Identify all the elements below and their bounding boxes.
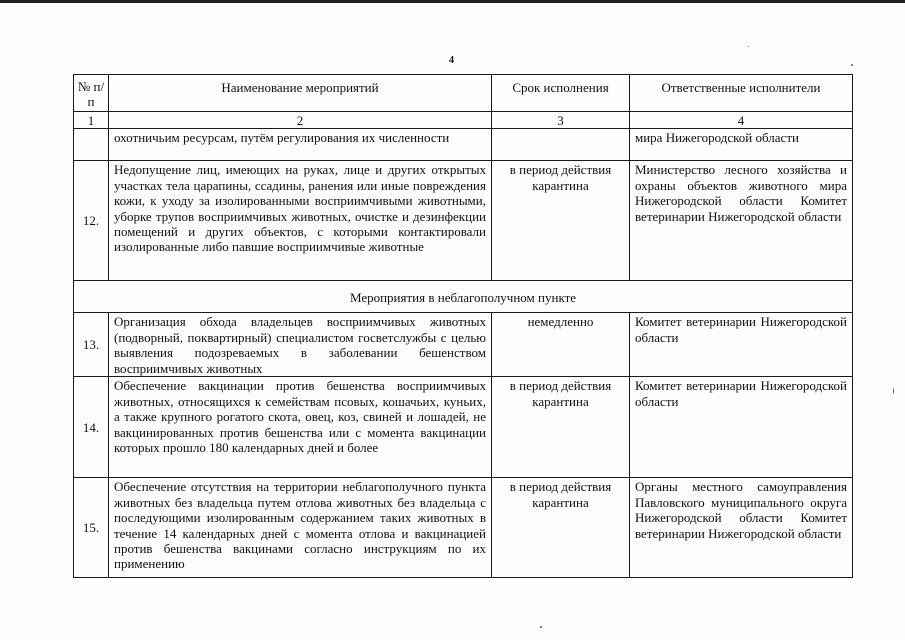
measures-table bbox=[73, 74, 853, 578]
header-name: Наименование мероприятий bbox=[109, 75, 492, 112]
measure-term: в период действия карантина bbox=[492, 161, 630, 281]
header-term: Срок исполнения bbox=[492, 75, 630, 112]
section-title: Мероприятия в неблагополучном пункте bbox=[74, 281, 853, 313]
row-number bbox=[74, 129, 109, 161]
measure-term: немедленно bbox=[492, 313, 630, 377]
measure-name: охотничьим ресурсам, путём регулирования их численности bbox=[109, 129, 492, 161]
column-index-row bbox=[74, 112, 853, 129]
measure-name: Обеспечение вакцинации против бешенства восприимчивых животных, относящихся к семействам псовых, кошачьих, куньих, а также крупного рогатого скота, овец, коз, свиней и лошадей, не вакцинированных против бешенства или с момента вакцинации которых прошло 180 календарных дней и более bbox=[109, 377, 492, 478]
column-index: 1 bbox=[74, 112, 109, 129]
header-executors: Ответственные исполнители bbox=[630, 75, 853, 112]
table-row-15 bbox=[74, 478, 853, 578]
measure-name: Недопущение лиц, имеющих на руках, лице и других открытых участках тела царапины, ссадины, ранения или иные повреждения кожи, к уходу за изолированными восприимчивыми животными, уборке трупов восприимчивых животных, очистке и дезинфекции помещений и других объектов, с которыми контактировали изолированные либо павшие восприимчивые животные bbox=[109, 161, 492, 281]
row-number: 14. bbox=[74, 377, 109, 478]
row-number: 15. bbox=[74, 478, 109, 578]
section-header-row bbox=[74, 281, 853, 313]
measure-executors: Комитет ветеринарии Нижегородской области bbox=[630, 313, 853, 377]
measure-executors: Комитет ветеринарии Нижегородской области bbox=[630, 377, 853, 478]
page-number: 4 bbox=[449, 55, 454, 66]
measure-name: Организация обхода владельцев восприимчивых животных (подворный, поквартирный) специалистом госветслужбы с целью выявления подозреваемых в заболевании бешенством восприимчивых животных bbox=[109, 313, 492, 377]
table-row-12 bbox=[74, 161, 853, 281]
scan-speck bbox=[748, 46, 749, 47]
header-num: № п/п bbox=[74, 75, 109, 112]
measure-executors: мира Нижегородской области bbox=[630, 129, 853, 161]
row-number: 12. bbox=[74, 161, 109, 281]
table-row-13 bbox=[74, 313, 853, 377]
column-index: 3 bbox=[492, 112, 630, 129]
scan-top-edge bbox=[0, 0, 905, 3]
row-number: 13. bbox=[74, 313, 109, 377]
scan-speck bbox=[893, 388, 894, 394]
column-index: 4 bbox=[630, 112, 853, 129]
header-row bbox=[74, 75, 853, 112]
table-row-continued bbox=[74, 129, 853, 161]
measure-term: в период действия карантина bbox=[492, 478, 630, 578]
measure-executors: Органы местного самоуправления Павловского муниципального округа Нижегородской области Комитет ветеринарии Нижегородской области bbox=[630, 478, 853, 578]
measure-name: Обеспечение отсутствия на территории неблагополучного пункта животных без владельца путем отлова животных без владельца с последующими изолированным содержанием таких животных в течение 14 календарных дней с момента отлова и вакцинацией против бешенства вакцинами согласно инструкциям по их применению bbox=[109, 478, 492, 578]
measure-executors: Министерство лесного хозяйства и охраны объектов животного мира Нижегородской области Комитет ветеринарии Нижегородской области bbox=[630, 161, 853, 281]
column-index: 2 bbox=[109, 112, 492, 129]
scan-speck bbox=[851, 64, 853, 66]
measure-term bbox=[492, 129, 630, 161]
table-row-14 bbox=[74, 377, 853, 478]
scan-speck bbox=[540, 626, 542, 628]
measure-term: в период действия карантина bbox=[492, 377, 630, 478]
